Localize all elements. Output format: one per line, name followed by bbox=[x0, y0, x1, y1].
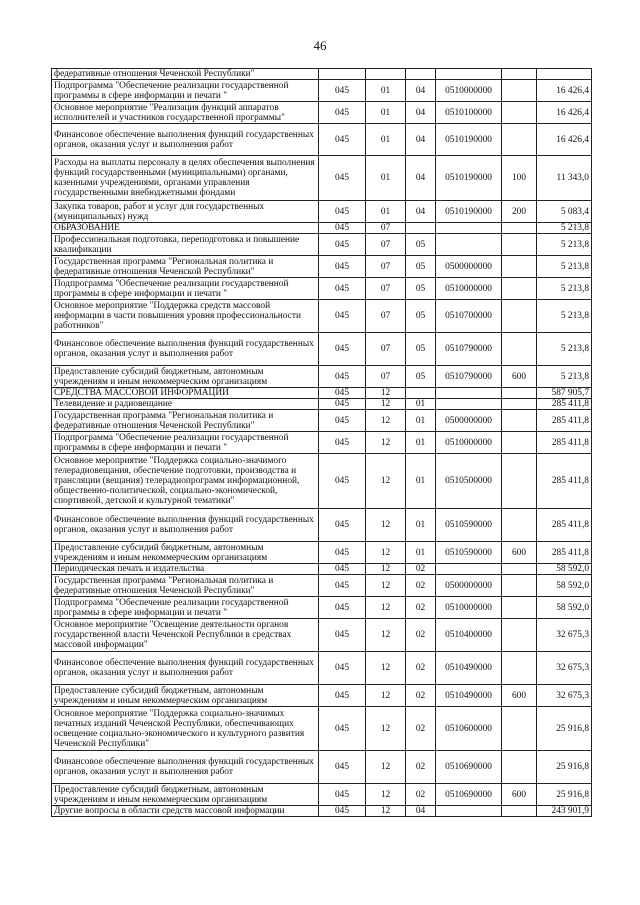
cell-name: Закупка товаров, работ и услуг для государственных (муниципальных) нужд bbox=[52, 201, 319, 223]
cell-csr: 0510490000 bbox=[436, 652, 502, 685]
budget-table bbox=[51, 68, 592, 817]
cell-vr bbox=[502, 619, 537, 652]
table-row bbox=[52, 388, 592, 399]
cell-vr bbox=[502, 806, 537, 817]
cell-csr: 0510100000 bbox=[436, 102, 502, 124]
table-row bbox=[52, 201, 592, 223]
cell-rz: 12 bbox=[366, 707, 406, 751]
cell-vr bbox=[502, 751, 537, 784]
cell-csr bbox=[436, 399, 502, 410]
table-row bbox=[52, 652, 592, 685]
cell-pr: 05 bbox=[406, 366, 436, 388]
cell-name: Подпрограмма "Обеспечение реализации государственной программы в сфере информации и печати " bbox=[52, 432, 319, 454]
cell-gr: 045 bbox=[319, 156, 366, 201]
cell-gr: 045 bbox=[319, 124, 366, 156]
cell-csr bbox=[436, 234, 502, 256]
cell-pr: 01 bbox=[406, 432, 436, 454]
table-row bbox=[52, 333, 592, 366]
cell-gr: 045 bbox=[319, 388, 366, 399]
cell-gr: 045 bbox=[319, 234, 366, 256]
cell-vr: 100 bbox=[502, 156, 537, 201]
cell-sum: 285 411,8 bbox=[537, 399, 592, 410]
cell-vr bbox=[502, 564, 537, 575]
cell-sum: 5 213,8 bbox=[537, 223, 592, 234]
table-row bbox=[52, 751, 592, 784]
cell-csr bbox=[436, 806, 502, 817]
cell-name: Государственная программа "Региональная политика и федеративные отношения Чеченской Республики" bbox=[52, 256, 319, 278]
cell-name: Предоставление субсидий бюджетным, автономным учреждениям и иным некоммерческим организациям bbox=[52, 784, 319, 806]
cell-gr: 045 bbox=[319, 454, 366, 509]
cell-csr bbox=[436, 223, 502, 234]
cell-csr bbox=[436, 69, 502, 80]
cell-rz: 07 bbox=[366, 256, 406, 278]
table-row bbox=[52, 509, 592, 542]
cell-sum: 285 411,8 bbox=[537, 509, 592, 542]
cell-pr: 04 bbox=[406, 80, 436, 102]
cell-csr: 0510590000 bbox=[436, 509, 502, 542]
cell-rz: 07 bbox=[366, 223, 406, 234]
cell-pr: 04 bbox=[406, 156, 436, 201]
cell-name: Телевидение и радиовещание bbox=[52, 399, 319, 410]
cell-name: Основное мероприятие "Реализация функций аппаратов исполнителей и участников государственной программы" bbox=[52, 102, 319, 124]
table-row bbox=[52, 256, 592, 278]
cell-csr: 0510000000 bbox=[436, 278, 502, 300]
cell-sum: 16 426,4 bbox=[537, 80, 592, 102]
cell-vr bbox=[502, 223, 537, 234]
cell-pr: 05 bbox=[406, 234, 436, 256]
cell-pr: 02 bbox=[406, 652, 436, 685]
cell-rz: 07 bbox=[366, 278, 406, 300]
table-row bbox=[52, 432, 592, 454]
cell-pr: 05 bbox=[406, 278, 436, 300]
cell-sum: 25 916,8 bbox=[537, 751, 592, 784]
cell-gr: 045 bbox=[319, 806, 366, 817]
cell-name: Подпрограмма "Обеспечение реализации государственной программы в сфере информации и печати " bbox=[52, 80, 319, 102]
cell-rz: 12 bbox=[366, 784, 406, 806]
cell-pr: 02 bbox=[406, 685, 436, 707]
cell-pr: 02 bbox=[406, 619, 436, 652]
cell-sum: 285 411,8 bbox=[537, 542, 592, 564]
table-row bbox=[52, 542, 592, 564]
cell-sum bbox=[537, 69, 592, 80]
cell-gr: 045 bbox=[319, 751, 366, 784]
cell-rz: 12 bbox=[366, 619, 406, 652]
cell-pr: 04 bbox=[406, 124, 436, 156]
cell-csr: 0510000000 bbox=[436, 597, 502, 619]
cell-rz: 01 bbox=[366, 124, 406, 156]
cell-csr: 0510790000 bbox=[436, 333, 502, 366]
cell-pr: 04 bbox=[406, 201, 436, 223]
cell-rz: 12 bbox=[366, 652, 406, 685]
cell-csr: 0510190000 bbox=[436, 124, 502, 156]
cell-csr: 0510500000 bbox=[436, 454, 502, 509]
cell-gr: 045 bbox=[319, 619, 366, 652]
table-row bbox=[52, 124, 592, 156]
cell-gr: 045 bbox=[319, 300, 366, 333]
cell-sum: 16 426,4 bbox=[537, 124, 592, 156]
table-row bbox=[52, 564, 592, 575]
cell-vr: 600 bbox=[502, 784, 537, 806]
cell-rz: 12 bbox=[366, 542, 406, 564]
cell-name: Предоставление субсидий бюджетным, автономным учреждениям и иным некоммерческим организациям bbox=[52, 542, 319, 564]
cell-pr bbox=[406, 223, 436, 234]
cell-vr bbox=[502, 278, 537, 300]
cell-rz: 12 bbox=[366, 685, 406, 707]
cell-sum: 58 592,0 bbox=[537, 597, 592, 619]
cell-rz: 07 bbox=[366, 300, 406, 333]
cell-vr bbox=[502, 333, 537, 366]
cell-pr: 02 bbox=[406, 784, 436, 806]
cell-rz: 12 bbox=[366, 564, 406, 575]
cell-vr bbox=[502, 124, 537, 156]
cell-name: Государственная программа "Региональная политика и федеративные отношения Чеченской Республики" bbox=[52, 410, 319, 432]
cell-name: Финансовое обеспечение выполнения функций государственных органов, оказания услуг и выполнения работ bbox=[52, 124, 319, 156]
cell-vr: 600 bbox=[502, 685, 537, 707]
cell-rz: 12 bbox=[366, 597, 406, 619]
table-row bbox=[52, 399, 592, 410]
cell-gr: 045 bbox=[319, 333, 366, 366]
cell-rz: 07 bbox=[366, 366, 406, 388]
cell-gr: 045 bbox=[319, 685, 366, 707]
cell-sum: 5 083,4 bbox=[537, 201, 592, 223]
cell-rz: 01 bbox=[366, 156, 406, 201]
cell-pr bbox=[406, 388, 436, 399]
cell-sum: 58 592,0 bbox=[537, 564, 592, 575]
cell-rz: 07 bbox=[366, 234, 406, 256]
cell-pr: 02 bbox=[406, 564, 436, 575]
table-row bbox=[52, 300, 592, 333]
cell-sum: 32 675,3 bbox=[537, 619, 592, 652]
cell-gr: 045 bbox=[319, 201, 366, 223]
cell-pr: 01 bbox=[406, 410, 436, 432]
cell-name: Финансовое обеспечение выполнения функций государственных органов, оказания услуг и выполнения работ bbox=[52, 333, 319, 366]
cell-name: Государственная программа "Региональная политика и федеративные отношения Чеченской Республики" bbox=[52, 575, 319, 597]
cell-rz: 01 bbox=[366, 201, 406, 223]
cell-sum: 285 411,8 bbox=[537, 454, 592, 509]
cell-gr: 045 bbox=[319, 597, 366, 619]
cell-csr: 0500000000 bbox=[436, 256, 502, 278]
cell-name: Финансовое обеспечение выполнения функций государственных органов, оказания услуг и выполнения работ bbox=[52, 751, 319, 784]
cell-sum: 58 592,0 bbox=[537, 575, 592, 597]
cell-gr: 045 bbox=[319, 102, 366, 124]
cell-name: Расходы на выплаты персоналу в целях обеспечения выполнения функций государственными (муниципальными) органами, казенными учреждениями, органами управления государственными внебюджетными фондами bbox=[52, 156, 319, 201]
cell-sum: 587 905,7 bbox=[537, 388, 592, 399]
cell-rz: 01 bbox=[366, 102, 406, 124]
cell-pr: 04 bbox=[406, 806, 436, 817]
cell-vr bbox=[502, 388, 537, 399]
cell-rz: 12 bbox=[366, 806, 406, 817]
cell-pr: 05 bbox=[406, 256, 436, 278]
cell-name: Основное мероприятие "Поддержка социально-значимых печатных изданий Чеченской Республики, обеспечивающих освещение социально-экономического и культурного развития Чеченской Республики" bbox=[52, 707, 319, 751]
cell-pr: 01 bbox=[406, 399, 436, 410]
cell-pr: 02 bbox=[406, 707, 436, 751]
cell-name: Финансовое обеспечение выполнения функций государственных органов, оказания услуг и выполнения работ bbox=[52, 509, 319, 542]
cell-pr: 05 bbox=[406, 333, 436, 366]
cell-pr: 01 bbox=[406, 454, 436, 509]
cell-vr: 200 bbox=[502, 201, 537, 223]
cell-gr: 045 bbox=[319, 256, 366, 278]
cell-csr bbox=[436, 564, 502, 575]
cell-rz: 01 bbox=[366, 80, 406, 102]
cell-csr: 0510700000 bbox=[436, 300, 502, 333]
cell-vr bbox=[502, 575, 537, 597]
cell-rz: 12 bbox=[366, 432, 406, 454]
cell-sum: 16 426,4 bbox=[537, 102, 592, 124]
cell-csr: 0510190000 bbox=[436, 201, 502, 223]
cell-csr bbox=[436, 388, 502, 399]
cell-csr: 0510690000 bbox=[436, 784, 502, 806]
cell-gr: 045 bbox=[319, 80, 366, 102]
cell-gr: 045 bbox=[319, 399, 366, 410]
cell-rz bbox=[366, 69, 406, 80]
cell-vr bbox=[502, 399, 537, 410]
cell-rz: 12 bbox=[366, 399, 406, 410]
table-row bbox=[52, 707, 592, 751]
cell-csr: 0500000000 bbox=[436, 575, 502, 597]
cell-sum: 25 916,8 bbox=[537, 784, 592, 806]
cell-gr: 045 bbox=[319, 410, 366, 432]
table-row bbox=[52, 597, 592, 619]
cell-name: Подпрограмма "Обеспечение реализации государственной программы в сфере информации и печати " bbox=[52, 597, 319, 619]
cell-vr bbox=[502, 652, 537, 685]
cell-csr: 0510600000 bbox=[436, 707, 502, 751]
cell-name: ОБРАЗОВАНИЕ bbox=[52, 223, 319, 234]
cell-sum: 11 343,0 bbox=[537, 156, 592, 201]
cell-csr: 0500000000 bbox=[436, 410, 502, 432]
table-row bbox=[52, 80, 592, 102]
cell-pr: 02 bbox=[406, 597, 436, 619]
cell-sum: 25 916,8 bbox=[537, 707, 592, 751]
table-row bbox=[52, 685, 592, 707]
cell-gr bbox=[319, 69, 366, 80]
table-row bbox=[52, 69, 592, 80]
cell-gr: 045 bbox=[319, 223, 366, 234]
cell-vr bbox=[502, 707, 537, 751]
table-row bbox=[52, 156, 592, 201]
cell-vr bbox=[502, 234, 537, 256]
cell-rz: 12 bbox=[366, 410, 406, 432]
cell-gr: 045 bbox=[319, 509, 366, 542]
cell-name: Предоставление субсидий бюджетным, автономным учреждениям и иным некоммерческим организациям bbox=[52, 685, 319, 707]
cell-vr bbox=[502, 410, 537, 432]
cell-name: Основное мероприятие "Поддержка социально-значимого телерадиовещания, обеспечение подготовки, производства и трансляции (вещания) телерадиопрограмм информационной, общественно-политической, социально-экономической, спортивной, детской и культурной тематики" bbox=[52, 454, 319, 509]
cell-vr bbox=[502, 454, 537, 509]
cell-name: Основное мероприятие "Поддержка средств массовой информации в части повышения уровня профессиональности работников" bbox=[52, 300, 319, 333]
cell-name: Предоставление субсидий бюджетным, автономным учреждениям и иным некоммерческим организациям bbox=[52, 366, 319, 388]
cell-sum: 243 901,9 bbox=[537, 806, 592, 817]
cell-vr bbox=[502, 432, 537, 454]
table-row bbox=[52, 278, 592, 300]
cell-sum: 285 411,8 bbox=[537, 410, 592, 432]
cell-sum: 5 213,8 bbox=[537, 234, 592, 256]
cell-rz: 07 bbox=[366, 333, 406, 366]
cell-gr: 045 bbox=[319, 575, 366, 597]
cell-sum: 5 213,8 bbox=[537, 300, 592, 333]
cell-name: Основное мероприятие "Освещение деятельности органов государственной власти Чеченской Республики в средствах массовой информации" bbox=[52, 619, 319, 652]
cell-rz: 12 bbox=[366, 388, 406, 399]
cell-pr bbox=[406, 69, 436, 80]
cell-gr: 045 bbox=[319, 707, 366, 751]
cell-gr: 045 bbox=[319, 278, 366, 300]
cell-sum: 5 213,8 bbox=[537, 366, 592, 388]
cell-pr: 02 bbox=[406, 575, 436, 597]
table-row bbox=[52, 234, 592, 256]
cell-name: СРЕДСТВА МАССОВОЙ ИНФОРМАЦИИ bbox=[52, 388, 319, 399]
cell-vr bbox=[502, 597, 537, 619]
cell-csr: 0510000000 bbox=[436, 432, 502, 454]
cell-csr: 0510190000 bbox=[436, 156, 502, 201]
page-number: 46 bbox=[313, 38, 327, 53]
cell-name: федеративные отношения Чеченской Республики" bbox=[52, 69, 319, 80]
cell-pr: 05 bbox=[406, 300, 436, 333]
cell-vr: 600 bbox=[502, 542, 537, 564]
cell-name: Профессиональная подготовка, переподготовка и повышение квалификации bbox=[52, 234, 319, 256]
table-row bbox=[52, 806, 592, 817]
cell-csr: 0510400000 bbox=[436, 619, 502, 652]
cell-rz: 12 bbox=[366, 454, 406, 509]
cell-sum: 5 213,8 bbox=[537, 333, 592, 366]
table-row bbox=[52, 454, 592, 509]
table-row bbox=[52, 410, 592, 432]
cell-sum: 32 675,3 bbox=[537, 685, 592, 707]
budget-table-body bbox=[52, 69, 592, 817]
cell-sum: 32 675,3 bbox=[537, 652, 592, 685]
cell-rz: 12 bbox=[366, 575, 406, 597]
cell-csr: 0510690000 bbox=[436, 751, 502, 784]
cell-pr: 01 bbox=[406, 509, 436, 542]
cell-vr bbox=[502, 69, 537, 80]
cell-vr bbox=[502, 509, 537, 542]
cell-vr bbox=[502, 256, 537, 278]
cell-gr: 045 bbox=[319, 784, 366, 806]
table-row bbox=[52, 102, 592, 124]
cell-rz: 12 bbox=[366, 509, 406, 542]
cell-name: Другие вопросы в области средств массовой информации bbox=[52, 806, 319, 817]
cell-rz: 12 bbox=[366, 751, 406, 784]
cell-vr bbox=[502, 102, 537, 124]
cell-gr: 045 bbox=[319, 542, 366, 564]
table-row bbox=[52, 784, 592, 806]
cell-pr: 02 bbox=[406, 751, 436, 784]
cell-name: Подпрограмма "Обеспечение реализации государственной программы в сфере информации и печати " bbox=[52, 278, 319, 300]
cell-vr bbox=[502, 80, 537, 102]
cell-name: Периодическая печать и издательства bbox=[52, 564, 319, 575]
table-row bbox=[52, 575, 592, 597]
table-row bbox=[52, 223, 592, 234]
cell-csr: 0510790000 bbox=[436, 366, 502, 388]
cell-csr: 0510000000 bbox=[436, 80, 502, 102]
cell-pr: 01 bbox=[406, 542, 436, 564]
cell-gr: 045 bbox=[319, 366, 366, 388]
cell-gr: 045 bbox=[319, 432, 366, 454]
cell-name: Финансовое обеспечение выполнения функций государственных органов, оказания услуг и выполнения работ bbox=[52, 652, 319, 685]
cell-gr: 045 bbox=[319, 652, 366, 685]
cell-sum: 5 213,8 bbox=[537, 256, 592, 278]
table-row bbox=[52, 366, 592, 388]
cell-sum: 5 213,8 bbox=[537, 278, 592, 300]
cell-vr bbox=[502, 300, 537, 333]
cell-sum: 285 411,8 bbox=[537, 432, 592, 454]
cell-pr: 04 bbox=[406, 102, 436, 124]
cell-vr: 600 bbox=[502, 366, 537, 388]
cell-gr: 045 bbox=[319, 564, 366, 575]
cell-csr: 0510590000 bbox=[436, 542, 502, 564]
table-row bbox=[52, 619, 592, 652]
cell-csr: 0510490000 bbox=[436, 685, 502, 707]
